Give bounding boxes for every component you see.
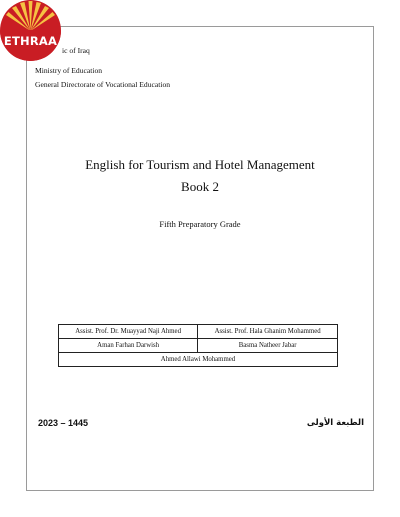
grade-subtitle: Fifth Preparatory Grade — [159, 219, 241, 229]
header-ministry: Ministry of Education — [35, 66, 103, 75]
book-title: English for Tourism and Hotel Management — [85, 157, 315, 172]
author-cell: Aman Farhan Darwish — [59, 339, 198, 353]
authors-row — [59, 325, 338, 339]
authors-table — [58, 324, 338, 367]
edition-label: الطبعة الأولى — [306, 418, 364, 428]
author-cell: Assist. Prof. Dr. Muayyad Naji Ahmed — [59, 325, 198, 339]
book-number: Book 2 — [181, 179, 219, 194]
ethraa-logo — [0, 0, 61, 61]
authors-row — [59, 339, 338, 353]
logo-rays-icon — [0, 0, 61, 61]
author-cell: Ahmed Allawi Mohammed — [59, 353, 338, 367]
logo-text: ETHRAA — [3, 34, 58, 48]
author-cell: Assist. Prof. Hala Ghanim Mohammed — [198, 325, 338, 339]
header-directorate: General Directorate of Vocational Education — [35, 80, 171, 89]
author-cell: Basma Natheer Jabar — [198, 339, 338, 353]
header-country: ic of Iraq — [62, 46, 90, 55]
edition-year: 2023 – 1445 — [38, 418, 89, 428]
authors-row — [59, 353, 338, 367]
